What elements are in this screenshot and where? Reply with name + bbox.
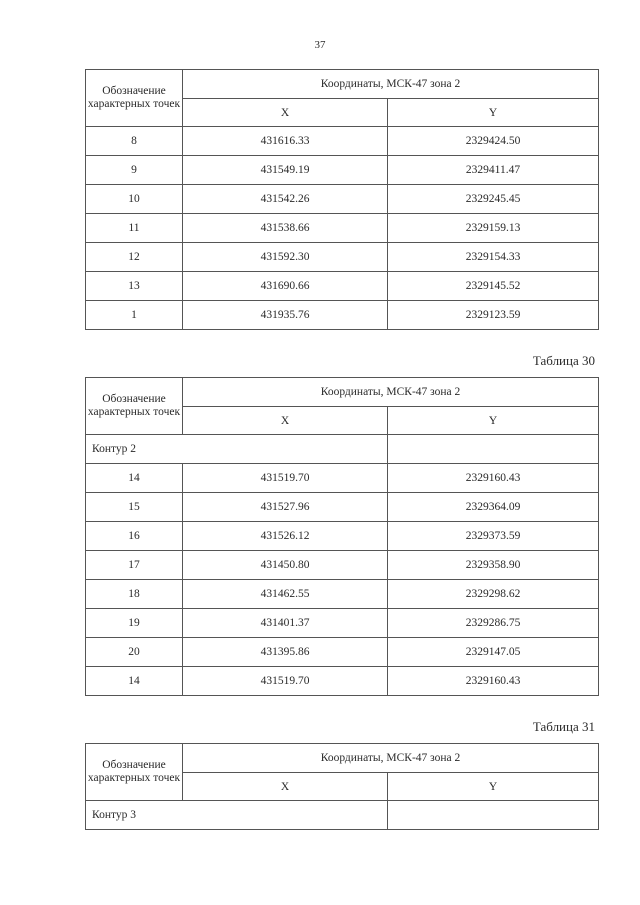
x-coordinate-cell: 431549.19 xyxy=(183,156,388,185)
x-coordinate-cell: 431519.70 xyxy=(183,464,388,493)
y-coordinate-cell: 2329147.05 xyxy=(388,638,599,667)
table-row xyxy=(86,638,599,667)
y-coordinate-cell: 2329123.59 xyxy=(388,301,599,330)
table-row xyxy=(86,464,599,493)
header-y: Y xyxy=(388,407,599,435)
header-coordinates-title: Координаты, МСК-47 зона 2 xyxy=(183,378,599,407)
header-point-designation: Обозначение характерных точек xyxy=(86,70,183,127)
header-x: X xyxy=(183,407,388,435)
point-cell: 16 xyxy=(86,522,183,551)
table-caption-30: Таблица 30 xyxy=(532,353,595,368)
header-coordinates-title: Координаты, МСК-47 зона 2 xyxy=(183,744,599,773)
table-body xyxy=(86,744,599,830)
x-coordinate-cell: 431462.55 xyxy=(183,580,388,609)
y-coordinate-cell: 2329298.62 xyxy=(388,580,599,609)
x-coordinate-cell: 431538.66 xyxy=(183,214,388,243)
point-cell: 8 xyxy=(86,127,183,156)
x-coordinate-cell: 431527.96 xyxy=(183,493,388,522)
header-x: X xyxy=(183,99,388,127)
point-cell: 20 xyxy=(86,638,183,667)
x-coordinate-cell: 431592.30 xyxy=(183,243,388,272)
point-cell: 9 xyxy=(86,156,183,185)
header-point-designation: Обозначение характерных точек xyxy=(86,744,183,801)
y-coordinate-cell: 2329154.33 xyxy=(388,243,599,272)
x-coordinate-cell: 431519.70 xyxy=(183,667,388,696)
table-row xyxy=(86,493,599,522)
y-coordinate-cell: 2329245.45 xyxy=(388,185,599,214)
header-point-designation: Обозначение характерных точек xyxy=(86,378,183,435)
table-body xyxy=(86,70,599,330)
header-x: X xyxy=(183,773,388,801)
y-coordinate-cell: 2329364.09 xyxy=(388,493,599,522)
table-row xyxy=(86,185,599,214)
point-cell: 14 xyxy=(86,667,183,696)
table-row xyxy=(86,609,599,638)
table-row xyxy=(86,301,599,330)
point-cell: 13 xyxy=(86,272,183,301)
point-cell: 1 xyxy=(86,301,183,330)
y-coordinate-cell: 2329160.43 xyxy=(388,464,599,493)
y-coordinate-cell: 2329160.43 xyxy=(388,667,599,696)
point-cell: 18 xyxy=(86,580,183,609)
y-coordinate-cell: 2329411.47 xyxy=(388,156,599,185)
table-row xyxy=(86,272,599,301)
point-cell: 10 xyxy=(86,185,183,214)
header-coordinates-title: Координаты, МСК-47 зона 2 xyxy=(183,70,599,99)
table-row xyxy=(86,214,599,243)
y-coordinate-cell: 2329145.52 xyxy=(388,272,599,301)
table-body xyxy=(86,378,599,696)
contour-row xyxy=(86,801,599,830)
x-coordinate-cell: 431935.76 xyxy=(183,301,388,330)
y-coordinate-cell: 2329159.13 xyxy=(388,214,599,243)
y-coordinate-cell: 2329358.90 xyxy=(388,551,599,580)
contour-empty-cell xyxy=(388,801,599,830)
contour-row xyxy=(86,435,599,464)
contour-empty-cell xyxy=(388,435,599,464)
table-row xyxy=(86,156,599,185)
table-row xyxy=(86,551,599,580)
header-y: Y xyxy=(388,99,599,127)
point-cell: 12 xyxy=(86,243,183,272)
table-row xyxy=(86,243,599,272)
point-cell: 17 xyxy=(86,551,183,580)
page-number: 37 xyxy=(314,39,326,51)
contour-label: Контур 2 xyxy=(86,435,388,464)
y-coordinate-cell: 2329286.75 xyxy=(388,609,599,638)
x-coordinate-cell: 431401.37 xyxy=(183,609,388,638)
x-coordinate-cell: 431395.86 xyxy=(183,638,388,667)
table-row xyxy=(86,127,599,156)
x-coordinate-cell: 431450.80 xyxy=(183,551,388,580)
x-coordinate-cell: 431690.66 xyxy=(183,272,388,301)
point-cell: 11 xyxy=(86,214,183,243)
coordinates-table-1 xyxy=(85,69,599,330)
x-coordinate-cell: 431616.33 xyxy=(183,127,388,156)
point-cell: 19 xyxy=(86,609,183,638)
y-coordinate-cell: 2329373.59 xyxy=(388,522,599,551)
coordinates-table-30 xyxy=(85,377,599,696)
x-coordinate-cell: 431542.26 xyxy=(183,185,388,214)
y-coordinate-cell: 2329424.50 xyxy=(388,127,599,156)
table-caption-31: Таблица 31 xyxy=(532,719,595,734)
table-row xyxy=(86,522,599,551)
table-row xyxy=(86,667,599,696)
coordinates-table-31 xyxy=(85,743,599,830)
point-cell: 15 xyxy=(86,493,183,522)
contour-label: Контур 3 xyxy=(86,801,388,830)
header-y: Y xyxy=(388,773,599,801)
table-row xyxy=(86,580,599,609)
x-coordinate-cell: 431526.12 xyxy=(183,522,388,551)
point-cell: 14 xyxy=(86,464,183,493)
